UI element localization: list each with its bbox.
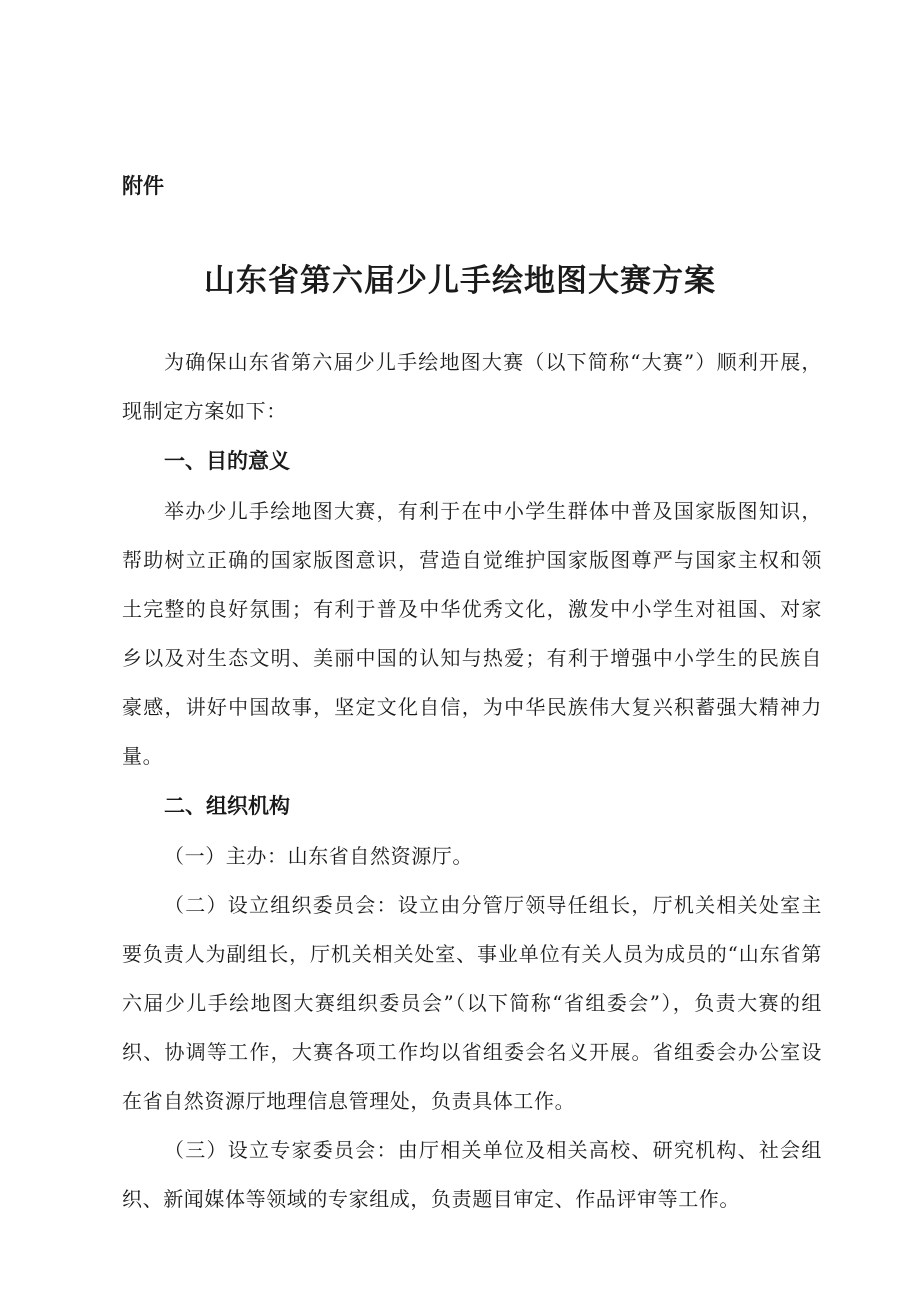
intro-paragraph: 为确保山东省第六届少儿手绘地图大赛（以下简称“大赛”）顺利开展，现制定方案如下：	[122, 350, 822, 423]
organization-item-host: （一）主办：山东省自然资源厅。	[164, 844, 473, 868]
attachment-label: 附件	[122, 174, 164, 198]
document-body	[122, 338, 822, 1224]
organization-item-experts: （三）设立专家委员会：由厅相关单位及相关高校、研究机构、社会组织、新闻媒体等领域的专家组成，负责题目审定、作品评审等工作。	[122, 1138, 822, 1211]
section-heading-purpose: 一、目的意义	[164, 449, 290, 473]
purpose-paragraph: 举办少儿手绘地图大赛，有利于在中小学生群体中普及国家版图知识，帮助树立正确的国家版图意识，营造自觉维护国家版图尊严与国家主权和领土完整的良好氛围；有利于普及中华优秀文化，激发中小学生对祖国、对家乡以及对生态文明、美丽中国的认知与热爱；有利于增强中小学生的民族自豪感，讲好中国故事，坚定文化自信，为中华民族伟大复兴积蓄强大精神力量。	[122, 499, 822, 768]
organization-item-committee: （二）设立组织委员会：设立由分管厅领导任组长，厅机关相关处室主要负责人为副组长，厅机关相关处室、事业单位有关人员为成员的“山东省第六届少儿手绘地图大赛组织委员会”（以下简称“省组委会”），负责大赛的组织、协调等工作，大赛各项工作均以省组委会名义开展。省组委会办公室设在省自然资源厅地理信息管理处，负责具体工作。	[122, 893, 822, 1113]
section-heading-organization: 二、组织机构	[164, 794, 290, 818]
document-title: 山东省第六届少儿手绘地图大赛方案	[204, 263, 716, 299]
